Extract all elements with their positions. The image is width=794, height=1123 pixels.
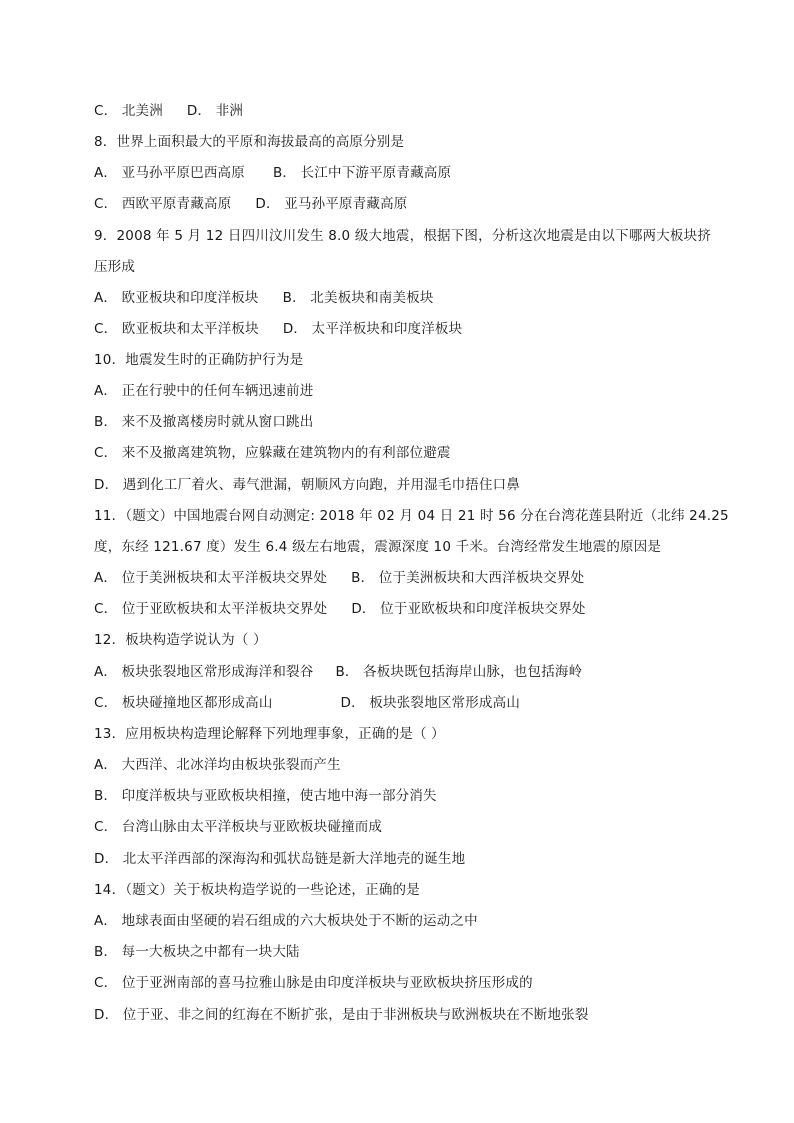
q10-option-d: D． 遇到化工厂着火、毒气泄漏，朝顺风方向跑，并用湿毛巾捂住口鼻 [94,477,521,493]
option-a: A． 板块张裂地区常形成海洋和裂谷 [94,664,314,680]
option-c: C． 西欧平原青藏高原 [94,196,232,212]
option-d: D． 亚马孙平原青藏高原 [255,196,408,212]
q13-option-a: A． 大西洋、北冰洋均由板块张裂而产生 [94,757,341,773]
question-12: 12．板块构造学说认为（ ） [94,632,267,648]
option-d: D． 位于亚欧板块和印度洋板块交界处 [351,601,586,617]
option-d: D． 非洲 [186,103,244,119]
question-11-line-2: 度，东经 121.67 度）发生 6.4 级左右地震，震源深度 10 千米。台湾经常发生地震的原因是 [94,539,662,555]
option-a: A． 欧亚板块和印度洋板块 [94,290,259,306]
option-a: A． 亚马孙平原巴西高原 [94,165,245,181]
q13-option-c: C． 台湾山脉由太平洋板块与亚欧板块碰撞而成 [94,819,383,835]
question-14: 14．（题文）关于板块构造学说的一些论述，正确的是 [94,882,420,898]
q8-options-ab [94,164,451,182]
q9-options-cd [94,320,462,338]
question-11-line-1: 11．（题文）中国地震台网自动测定: 2018 年 02 月 04 日 21 时 56 分在台湾花莲县附近（北纬 24.25 [94,508,729,524]
question-10: 10．地震发生时的正确防护行为是 [94,352,304,368]
q10-option-c: C． 来不及撤离建筑物，应躲藏在建筑物内的有利部位避震 [94,445,451,461]
option-d: D． 太平洋板块和印度洋板块 [282,321,463,337]
question-9-line-2: 压形成 [94,259,136,275]
q11-options-ab [94,569,584,587]
option-c: C． 北美洲 [94,103,163,119]
q14-option-b: B． 每一大板块之中都有一块大陆 [94,944,300,960]
option-b: B． 北美板块和南美板块 [282,290,434,306]
q13-option-b: B． 印度洋板块与亚欧板块相撞，使古地中海一部分消失 [94,788,437,804]
q9-options-ab [94,289,434,307]
option-b: B． 位于美洲板块和大西洋板块交界处 [351,570,585,586]
option-c: C． 板块碰撞地区都形成高山 [94,695,273,711]
q10-option-a: A． 正在行驶中的任何车辆迅速前进 [94,383,314,399]
option-b: B． 各板块既包括海岸山脉，也包括海岭 [335,664,583,680]
option-c: C． 欧亚板块和太平洋板块 [94,321,259,337]
q12-options-cd [94,694,520,712]
question-13: 13．应用板块构造理论解释下列地理事象，正确的是（ ） [94,726,445,742]
question-9-line-1: 9．2008 年 5 月 12 日四川汶川发生 8.0 级大地震，根据下图，分析这次地震是由以下哪两大板块挤 [94,228,712,244]
q7-options-cd [94,102,243,120]
question-8: 8．世界上面积最大的平原和海拔最高的高原分别是 [94,134,405,150]
q8-options-cd [94,195,408,213]
q12-options-ab [94,663,582,681]
option-a: A． 位于美洲板块和太平洋板块交界处 [94,570,328,586]
q11-options-cd [94,600,586,618]
q14-option-d: D． 位于亚、非之间的红海在不断扩张，是由于非洲板块与欧洲板块在不断地张裂 [94,1007,589,1023]
q13-option-d: D． 北太平洋西部的深海沟和弧状岛链是新大洋地壳的诞生地 [94,851,466,867]
option-d: D． 板块张裂地区常形成高山 [340,695,521,711]
option-b: B． 长江中下游平原青藏高原 [272,165,452,181]
q14-option-c: C． 位于亚洲南部的喜马拉雅山脉是由印度洋板块与亚欧板块挤压形成的 [94,975,533,991]
option-c: C． 位于亚欧板块和太平洋板块交界处 [94,601,328,617]
q14-option-a: A． 地球表面由坚硬的岩石组成的六大板块处于不断的运动之中 [94,913,478,929]
q10-option-b: B． 来不及撤离楼房时就从窗口跳出 [94,414,314,430]
